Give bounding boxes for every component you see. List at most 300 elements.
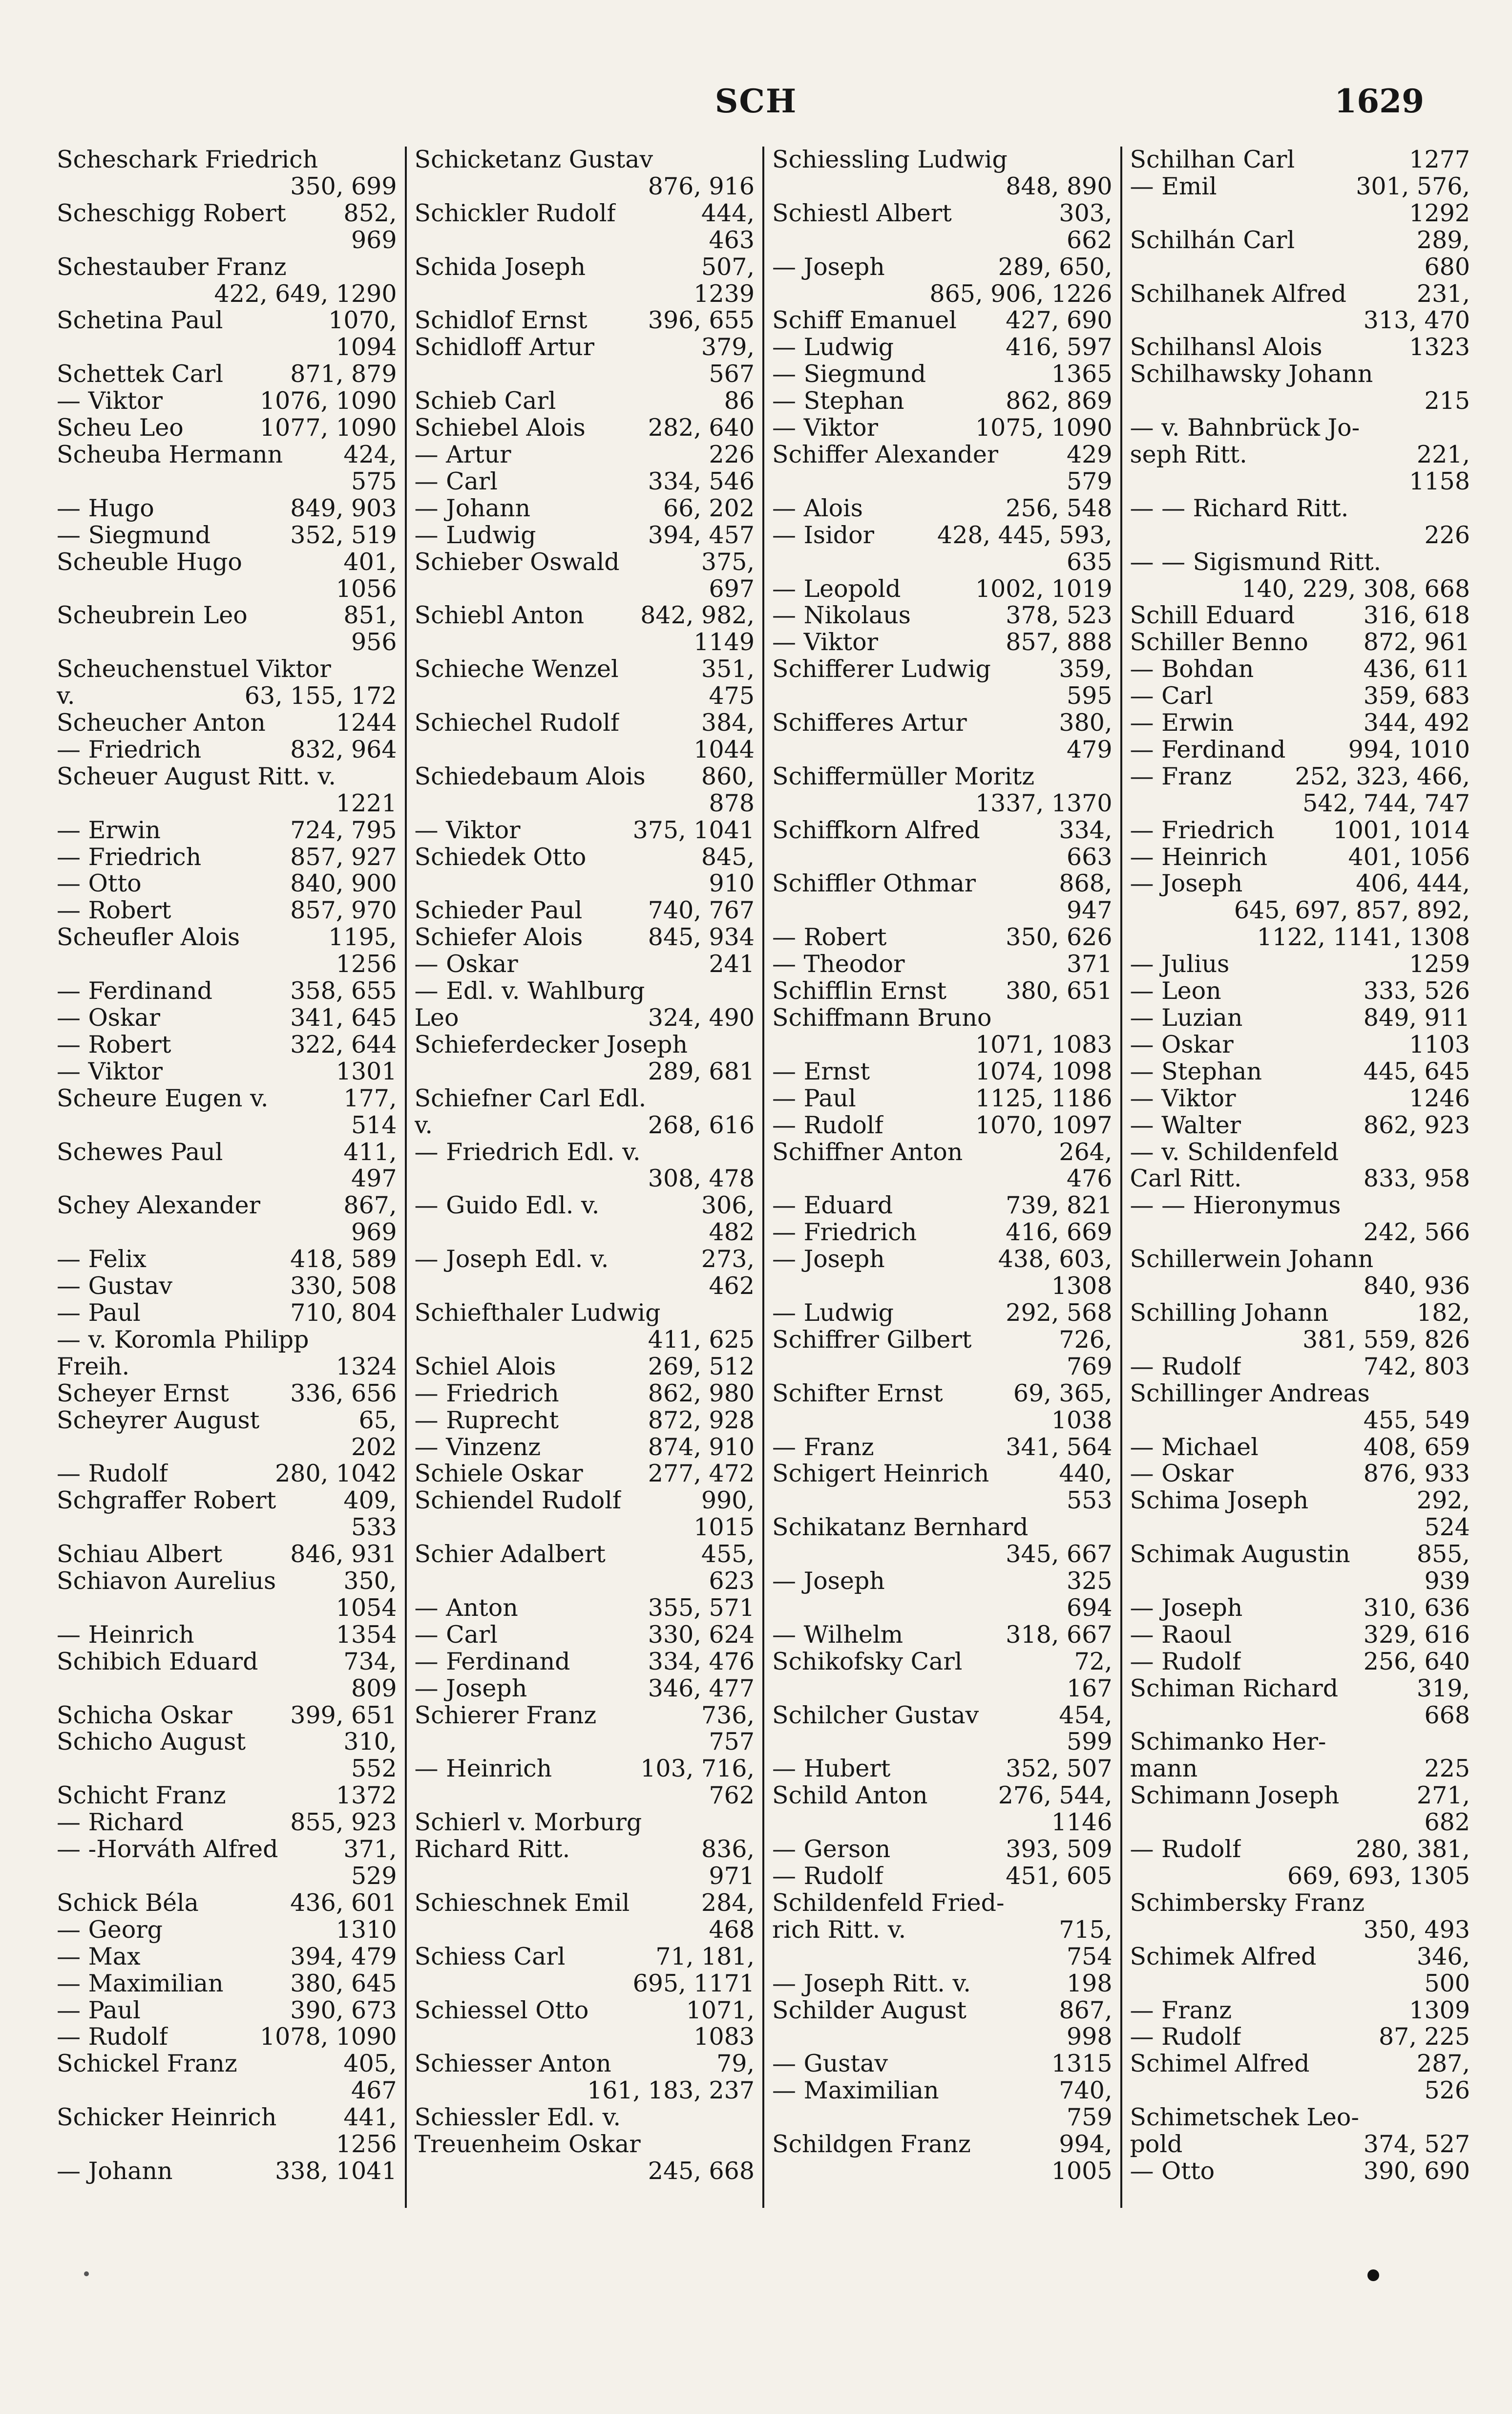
index-entry-line — [772, 1702, 1113, 1729]
index-entry-line — [57, 1461, 397, 1487]
entry-page-refs: 330, 624 — [648, 1620, 755, 1649]
entry-name: Schifferer Ludwig — [772, 656, 991, 683]
entry-name: Schieferdecker Joseph — [414, 1031, 688, 1059]
index-entry-line — [1130, 1461, 1470, 1487]
entry-name: Schier Adalbert — [414, 1541, 606, 1568]
entry-page-refs: 284, — [701, 1888, 755, 1917]
index-entry-line — [57, 495, 397, 522]
index-entry-line — [57, 227, 397, 254]
entry-name: — Rudolf — [1130, 1648, 1241, 1675]
entry-page-refs: 542, 744, 747 — [1302, 789, 1470, 817]
entry-page-refs: 1075, 1090 — [975, 414, 1113, 442]
index-entry-line — [415, 1890, 755, 1917]
entry-name: — Stephan — [772, 388, 904, 415]
entry-name: — Joseph — [772, 1568, 885, 1595]
entry-name: — Oskar — [57, 1005, 161, 1032]
entry-page-refs: 390, 690 — [1363, 2157, 1470, 2185]
entry-name: — Ludwig — [772, 1299, 894, 1327]
entry-page-refs: 371, — [343, 1835, 397, 1863]
entry-page-refs: 334, 546 — [648, 467, 755, 495]
entry-name: — Viktor — [772, 629, 879, 656]
entry-name: — Ruprecht — [414, 1407, 559, 1434]
index-entry-line — [57, 1756, 397, 1782]
entry-page-refs: 860, — [701, 762, 755, 790]
entry-page-refs: 1221 — [336, 789, 397, 817]
index-entry-line — [772, 1514, 1113, 1541]
index-entry-line — [772, 978, 1113, 1005]
entry-name: — Joseph Edl. v. — [414, 1246, 609, 1273]
entry-name: — Gerson — [772, 1836, 891, 1863]
index-entry-line — [1130, 442, 1470, 468]
entry-page-refs: 736, — [701, 1701, 755, 1729]
entry-page-refs: 71, 181, — [655, 1942, 755, 1970]
index-entry-line — [57, 683, 397, 710]
entry-name: — Erwin — [57, 817, 161, 844]
entry-page-refs: 350, — [343, 1567, 397, 1595]
entry-name: — Viktor — [57, 1058, 163, 1085]
entry-name: — Paul — [57, 1299, 141, 1327]
entry-page-refs: 352, 519 — [290, 521, 397, 549]
index-entry-line — [415, 1997, 755, 2024]
index-entry-line — [415, 1514, 755, 1541]
index-entry-line — [415, 817, 755, 844]
entry-page-refs: 245, 668 — [648, 2157, 755, 2185]
entry-page-refs: 1149 — [693, 628, 755, 656]
entry-page-refs: 350, 699 — [290, 172, 397, 200]
entry-page-refs: 87, 225 — [1378, 2023, 1470, 2051]
index-entry-line — [57, 2104, 397, 2131]
index-entry-line — [415, 1568, 755, 1595]
index-entry-line — [1130, 897, 1470, 924]
entry-page-refs: 351, — [701, 655, 755, 683]
entry-name: Schimbersky Franz — [1130, 1889, 1365, 1917]
entry-page-refs: 69, 365, — [1013, 1379, 1113, 1407]
index-entry-line — [1130, 495, 1470, 522]
entry-page-refs: 971 — [709, 1862, 755, 1890]
entry-page-refs: 1308 — [1051, 1272, 1113, 1300]
entry-page-refs: 862, 869 — [1006, 387, 1113, 415]
entry-page-refs: 86 — [724, 387, 755, 415]
entry-name: Schierl v. Morburg — [414, 1809, 642, 1837]
index-entry-line — [1130, 1407, 1470, 1434]
index-entry-line — [415, 1032, 755, 1059]
entry-page-refs: 1292 — [1409, 199, 1470, 227]
entry-page-refs: 848, 890 — [1006, 172, 1113, 200]
index-entry-line — [57, 1192, 397, 1219]
entry-page-refs: 857, 970 — [290, 896, 397, 925]
entry-page-refs: 939 — [1424, 1567, 1470, 1595]
entry-page-refs: 378, 523 — [1006, 601, 1113, 630]
entry-page-refs: 441, — [343, 2103, 397, 2132]
index-entry-line — [772, 442, 1113, 468]
entry-name: Schiffrer Gilbert — [772, 1326, 972, 1354]
index-entry-line — [772, 629, 1113, 656]
index-entry-line — [415, 844, 755, 871]
entry-page-refs: 994, — [1059, 2130, 1113, 2159]
index-entry-line — [415, 1300, 755, 1327]
entry-page-refs: 401, — [343, 548, 397, 576]
entry-page-refs: 635 — [1066, 548, 1113, 576]
index-entry-line — [772, 1273, 1113, 1300]
entry-page-refs: 292, — [1416, 1486, 1470, 1515]
entry-page-refs: 1076, 1090 — [259, 387, 397, 415]
entry-page-refs: 994, 1010 — [1348, 735, 1470, 763]
index-entry-line — [415, 1917, 755, 1944]
index-entry-line — [415, 1112, 755, 1139]
entry-name: Schilhanek Alfred — [1130, 280, 1346, 308]
entry-name: Schillinger Andreas — [1130, 1380, 1370, 1407]
entry-name: Schiffermüller Moritz — [772, 763, 1035, 790]
index-entry-line — [1130, 924, 1470, 951]
entry-page-refs: 507, — [701, 253, 755, 281]
entry-page-refs: 1094 — [336, 333, 397, 361]
entry-name: — Oskar — [1130, 1031, 1234, 1059]
entry-name: — Viktor — [57, 388, 163, 415]
index-entry-line — [415, 1273, 755, 1300]
entry-page-refs: 757 — [709, 1728, 755, 1756]
entry-name: Schimel Alfred — [1130, 2051, 1310, 2078]
entry-page-refs: 333, 526 — [1363, 977, 1470, 1005]
index-entry-line — [772, 1032, 1113, 1059]
entry-page-refs: 514 — [351, 1111, 397, 1139]
index-entry-line — [57, 1059, 397, 1085]
page-header — [63, 73, 1449, 132]
index-entry-line — [1130, 1005, 1470, 1032]
index-entry-line — [57, 2051, 397, 2077]
index-entry-line — [57, 924, 397, 951]
entry-page-refs: 695, 1171 — [632, 1969, 755, 1997]
index-entry-line — [415, 1380, 755, 1407]
index-entry-line — [415, 1756, 755, 1782]
entry-page-refs: 424, — [343, 440, 397, 468]
index-entry-line — [1130, 1970, 1470, 1997]
index-entry-line — [1130, 1112, 1470, 1139]
entry-page-refs: 358, 655 — [290, 977, 397, 1005]
index-entry-line — [57, 1836, 397, 1863]
entry-name: Schiau Albert — [57, 1541, 223, 1568]
entry-name: Schieschnek Emil — [414, 1889, 630, 1917]
index-entry-line — [1130, 1139, 1470, 1166]
entry-page-refs: 408, 659 — [1363, 1433, 1470, 1461]
entry-name: Schigert Heinrich — [772, 1461, 989, 1488]
entry-page-refs: 682 — [1424, 1808, 1470, 1837]
entry-name: Schiebl Anton — [414, 602, 585, 630]
index-entry-line — [57, 1327, 397, 1354]
entry-page-refs: 411, — [343, 1138, 397, 1166]
entry-name: — Gustav — [772, 2051, 888, 2078]
index-entry-line — [415, 549, 755, 576]
index-entry-line — [415, 1675, 755, 1702]
index-entry-line — [1130, 737, 1470, 763]
entry-page-refs: 865, 906, 1226 — [929, 279, 1113, 308]
entry-page-refs: 710, 804 — [290, 1298, 397, 1327]
entry-name: Treuenheim Oskar — [414, 2131, 641, 2158]
entry-name: Schifflin Ernst — [772, 978, 947, 1005]
entry-page-refs: 440, — [1059, 1460, 1113, 1488]
entry-page-refs: 352, 507 — [1006, 1755, 1113, 1783]
entry-name: Schiffer Alexander — [772, 441, 999, 468]
entry-page-refs: 319, — [1416, 1674, 1470, 1702]
entry-page-refs: 301, 576, — [1356, 172, 1470, 200]
entry-name: — Maximilian — [772, 2077, 939, 2105]
index-entry-line — [57, 361, 397, 388]
index-entry-line — [772, 897, 1113, 924]
entry-page-refs: 871, 879 — [290, 360, 397, 388]
entry-name: Schiff Emanuel — [772, 307, 957, 335]
index-entry-line — [772, 1139, 1113, 1166]
index-entry-line — [57, 817, 397, 844]
index-entry-line — [772, 683, 1113, 710]
entry-page-refs: 405, — [343, 2050, 397, 2078]
entry-name: Schiman Richard — [1130, 1675, 1339, 1702]
index-entry-line — [415, 2104, 755, 2131]
entry-page-refs: 1195, — [328, 923, 397, 952]
index-entry-line — [57, 281, 397, 308]
entry-page-refs: 1056 — [336, 574, 397, 603]
index-entry-line — [57, 1809, 397, 1836]
index-entry-line — [772, 1782, 1113, 1809]
entry-page-refs: 256, 548 — [1006, 494, 1113, 522]
entry-name: Freih. — [57, 1353, 130, 1380]
entry-name: Schiechel Rudolf — [414, 710, 620, 737]
entry-page-refs: 394, 479 — [290, 1942, 397, 1970]
index-entry-line — [415, 1407, 755, 1434]
index-entry-line — [57, 1085, 397, 1112]
entry-name: Schidlof Ernst — [414, 307, 588, 335]
entry-page-refs: 1070, — [328, 306, 397, 335]
index-entry-line — [772, 334, 1113, 361]
entry-name: Schewes Paul — [57, 1139, 223, 1166]
entry-page-refs: 742, 803 — [1363, 1352, 1470, 1380]
index-entry-line — [772, 281, 1113, 308]
index-entry-line — [57, 200, 397, 227]
entry-page-refs: 599 — [1066, 1728, 1113, 1756]
entry-name: — Viktor — [414, 817, 521, 844]
index-entry-line — [57, 2077, 397, 2104]
index-entry-line — [415, 227, 755, 254]
entry-page-refs: 759 — [1066, 2103, 1113, 2132]
entry-page-refs: 1239 — [693, 279, 755, 308]
entry-name: Scheu Leo — [57, 415, 184, 442]
entry-page-refs: 226 — [709, 440, 755, 468]
index-entry-line — [57, 388, 397, 415]
entry-name: Schilling Johann — [1130, 1299, 1329, 1327]
index-entry-line — [1130, 1568, 1470, 1595]
entry-name: — Otto — [1130, 2158, 1215, 2185]
entry-page-refs: 277, 472 — [648, 1460, 755, 1488]
entry-page-refs: 862, 980 — [648, 1379, 755, 1407]
entry-name: Schiefner Carl Edl. — [414, 1085, 647, 1112]
entry-name: Scheucher Anton — [57, 710, 266, 737]
index-entry-line — [1130, 790, 1470, 817]
entry-page-refs: 855, — [1416, 1540, 1470, 1568]
index-entry-line — [772, 1005, 1113, 1032]
index-entry-line — [772, 147, 1113, 173]
entry-page-refs: 697 — [709, 574, 755, 603]
index-entry-line — [772, 415, 1113, 442]
entry-name: — Oskar — [1130, 1461, 1234, 1488]
index-entry-line — [57, 1702, 397, 1729]
entry-name: Schimek Alfred — [1130, 1943, 1317, 1970]
entry-name: Schiessling Ludwig — [772, 147, 1008, 173]
entry-page-refs: 289, 650, — [998, 253, 1113, 281]
entry-name: — Carl — [414, 1621, 498, 1649]
entry-name: Schiebel Alois — [414, 415, 586, 442]
entry-name: Schiel Alois — [414, 1353, 556, 1380]
entry-name: v. — [414, 1112, 433, 1139]
entry-name: Schilhán Carl — [1130, 227, 1295, 254]
entry-page-refs: 316, 618 — [1363, 601, 1470, 630]
entry-page-refs: 345, 667 — [1006, 1540, 1113, 1568]
index-entry-line — [57, 415, 397, 442]
entry-name: Schieder Paul — [414, 897, 583, 925]
index-entry-line — [57, 1165, 397, 1192]
index-entry-line — [57, 978, 397, 1005]
entry-page-refs: 867, — [343, 1191, 397, 1220]
index-entry-line — [772, 1487, 1113, 1514]
index-column-2 — [407, 147, 765, 2208]
entry-page-refs: 359, 683 — [1363, 682, 1470, 710]
entry-page-refs: 1044 — [693, 735, 755, 763]
index-entry-line — [57, 2158, 397, 2185]
entry-name: — Edl. v. Wahlburg — [414, 978, 645, 1005]
index-entry-line — [1130, 173, 1470, 200]
entry-name: — Ferdinand — [1130, 736, 1286, 763]
index-entry-line — [57, 1622, 397, 1649]
entry-name: Scheufler Alois — [57, 924, 240, 952]
entry-page-refs: 1323 — [1409, 333, 1470, 361]
index-entry-line — [772, 844, 1113, 871]
index-entry-line — [57, 1005, 397, 1032]
index-entry-line — [1130, 468, 1470, 495]
index-entry-line — [57, 1782, 397, 1809]
index-entry-line — [1130, 576, 1470, 603]
entry-name: — Joseph — [1130, 870, 1243, 898]
entry-name: — Isidor — [772, 522, 875, 549]
entry-page-refs: 318, 667 — [1006, 1620, 1113, 1649]
index-entry-line — [57, 522, 397, 549]
index-entry-line — [57, 1354, 397, 1380]
index-entry-line — [57, 1675, 397, 1702]
index-entry-line — [772, 2024, 1113, 2051]
entry-name: Scheubrein Leo — [57, 602, 248, 630]
entry-page-refs: 840, 900 — [290, 869, 397, 898]
index-entry-line — [415, 1782, 755, 1809]
entry-page-refs: 715, — [1059, 1915, 1113, 1944]
entry-page-refs: 380, 645 — [290, 1969, 397, 1997]
print-speck — [84, 2271, 89, 2276]
entry-page-refs: 754 — [1066, 1942, 1113, 1970]
entry-page-refs: 390, 673 — [290, 1996, 397, 2024]
index-entry-line — [1130, 2024, 1470, 2051]
entry-page-refs: 468 — [709, 1915, 755, 1944]
page-title: SCH — [714, 82, 798, 120]
entry-name: — Friedrich — [414, 1380, 559, 1407]
index-entry-line — [57, 147, 397, 173]
entry-page-refs: 862, 923 — [1363, 1111, 1470, 1139]
index-columns — [49, 147, 1478, 2208]
entry-name: — Richard — [57, 1809, 184, 1837]
entry-page-refs: 355, 571 — [648, 1593, 755, 1622]
entry-name: Schiesser Anton — [414, 2051, 611, 2078]
index-entry-line — [415, 415, 755, 442]
entry-page-refs: 231, — [1416, 279, 1470, 308]
entry-name: — Rudolf — [772, 1112, 883, 1139]
entry-page-refs: 724, 795 — [290, 816, 397, 844]
index-entry-line — [415, 307, 755, 334]
entry-page-refs: 334, 476 — [648, 1647, 755, 1675]
entry-page-refs: 418, 589 — [290, 1245, 397, 1273]
entry-page-refs: 394, 457 — [648, 521, 755, 549]
entry-name: — Julius — [1130, 951, 1230, 978]
entry-page-refs: 1002, 1019 — [975, 574, 1113, 603]
entry-name: Schidloff Artur — [414, 334, 595, 361]
entry-name: — — Hieronymus — [1130, 1192, 1341, 1220]
index-entry-line — [1130, 307, 1470, 334]
entry-page-refs: 445, 645 — [1363, 1057, 1470, 1085]
index-entry-line — [415, 1219, 755, 1246]
index-entry-line — [1130, 522, 1470, 549]
entry-name: Schiefer Alois — [414, 924, 583, 952]
index-entry-line — [772, 173, 1113, 200]
entry-name: mann — [1130, 1756, 1198, 1783]
entry-page-refs: 1146 — [1051, 1808, 1113, 1837]
entry-name: Schiffmann Bruno — [772, 1005, 992, 1032]
entry-page-refs: 1005 — [1051, 2157, 1113, 2185]
index-entry-line — [57, 549, 397, 576]
index-entry-line — [415, 468, 755, 495]
entry-page-refs: 344, 492 — [1363, 709, 1470, 737]
entry-name: Schgraffer Robert — [57, 1487, 276, 1515]
index-entry-line — [415, 1970, 755, 1997]
entry-page-refs: 303, — [1059, 199, 1113, 227]
entry-page-refs: 225 — [1424, 1755, 1470, 1783]
entry-name: — Friedrich — [772, 1219, 917, 1247]
index-entry-line — [57, 1112, 397, 1139]
entry-name: Schestauber Franz — [57, 254, 287, 281]
entry-name: — Walter — [1130, 1112, 1241, 1139]
index-entry-line — [1130, 1944, 1470, 1970]
entry-page-refs: 872, 928 — [648, 1406, 755, 1434]
index-entry-line — [57, 1139, 397, 1166]
entry-page-refs: 341, 645 — [290, 1004, 397, 1032]
index-entry-line — [772, 522, 1113, 549]
entry-name: — v. Koromla Philipp — [57, 1326, 309, 1354]
index-entry-line — [415, 1541, 755, 1568]
entry-name: Scheuba Hermann — [57, 441, 283, 468]
index-entry-line — [415, 147, 755, 173]
index-entry-line — [415, 656, 755, 683]
entry-name: Schilhan Carl — [1130, 147, 1295, 173]
index-entry-line — [772, 549, 1113, 576]
index-entry-line — [415, 2158, 755, 2185]
entry-page-refs: 1246 — [1409, 1084, 1470, 1112]
index-entry-line — [57, 951, 397, 978]
index-entry-line — [1130, 1675, 1470, 1702]
entry-name: Schibich Eduard — [57, 1648, 258, 1675]
entry-name: Schifferes Artur — [772, 710, 967, 737]
entry-page-refs: 663 — [1066, 843, 1113, 871]
entry-page-refs: 482 — [709, 1218, 755, 1247]
index-entry-line — [57, 1595, 397, 1622]
entry-page-refs: 740, 767 — [648, 896, 755, 925]
entry-name: Richard Ritt. — [414, 1836, 570, 1863]
index-entry-line — [772, 1461, 1113, 1487]
index-entry-line — [772, 200, 1113, 227]
index-entry-line — [772, 817, 1113, 844]
index-entry-line — [57, 1032, 397, 1059]
index-entry-line — [1130, 1809, 1470, 1836]
